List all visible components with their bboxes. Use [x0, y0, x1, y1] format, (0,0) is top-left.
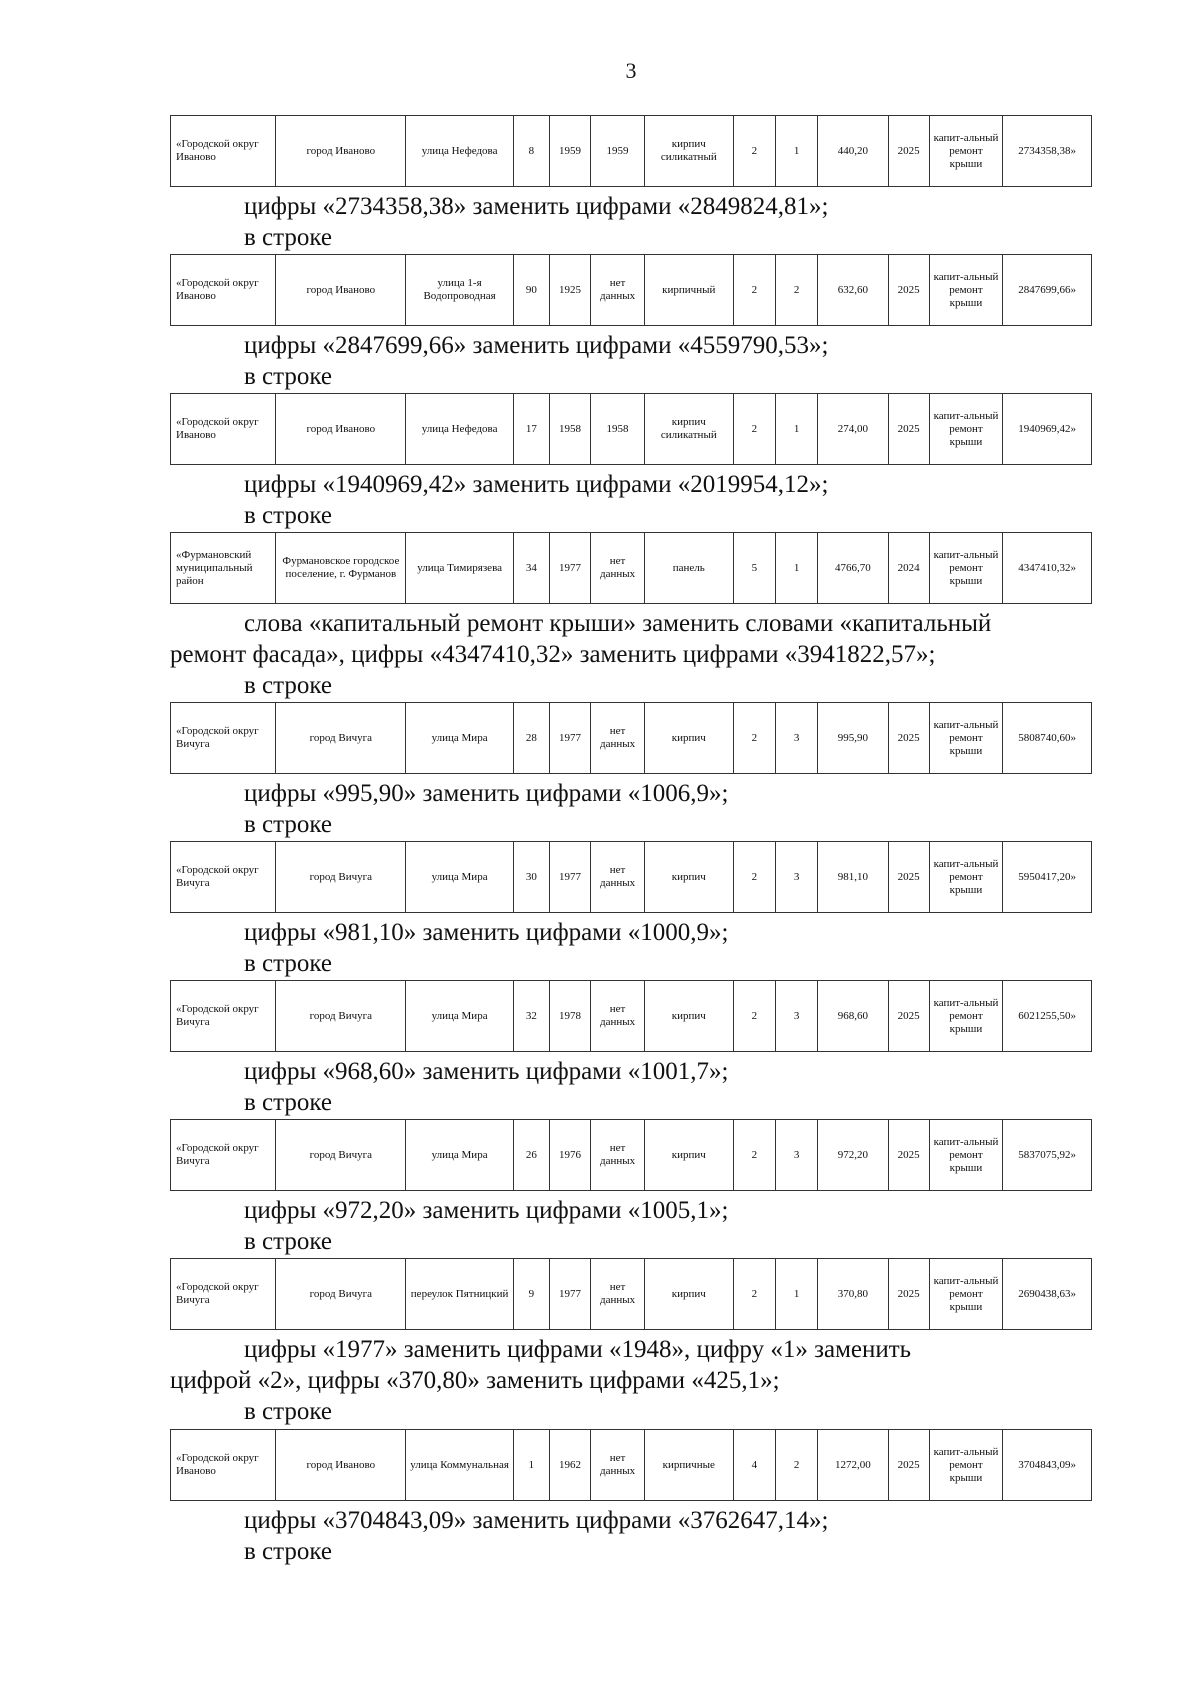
housing-row-table: [170, 980, 1092, 1052]
build-year-cell: 1977: [549, 1259, 590, 1330]
table-row: [171, 116, 1092, 187]
work-type-cell: капит-альный ремонт крыши: [929, 981, 1002, 1052]
amendment-instruction-line-2: цифрой «2», цифры «370,80» заменить цифрами «425,1»;: [170, 1367, 780, 1394]
commission-year-cell: 1958: [591, 394, 645, 465]
wall-material-cell: кирпич: [644, 1259, 733, 1330]
build-year-cell: 1978: [549, 981, 590, 1052]
wall-material-cell: кирпич: [644, 1120, 733, 1191]
wall-material-cell: кирпич силикатный: [644, 394, 733, 465]
table-row: [171, 981, 1092, 1052]
wall-material-cell: кирпич: [644, 842, 733, 913]
work-type-cell: капит-альный ремонт крыши: [929, 842, 1002, 913]
amendment-block: [170, 1119, 1092, 1257]
area-cell: 1272,00: [818, 1430, 888, 1501]
settlement-cell: город Вичуга: [276, 1120, 406, 1191]
entrances-cell: 1: [776, 533, 818, 604]
housing-row-table: [170, 841, 1092, 913]
house-number-cell: 90: [513, 255, 549, 326]
street-cell: улица Мира: [406, 1120, 513, 1191]
wall-material-cell: кирпичный: [644, 255, 733, 326]
housing-row-table: [170, 1429, 1092, 1501]
table-row: [171, 1259, 1092, 1330]
amendment-block: [170, 1429, 1092, 1567]
build-year-cell: 1977: [549, 703, 590, 774]
settlement-cell: город Иваново: [276, 116, 406, 187]
settlement-cell: город Вичуга: [276, 842, 406, 913]
amendment-block: [170, 702, 1092, 840]
house-number-cell: 28: [513, 703, 549, 774]
municipality-cell: «Городской округ Вичуга: [171, 1120, 276, 1191]
wall-material-cell: кирпич: [644, 981, 733, 1052]
work-type-cell: капит-альный ремонт крыши: [929, 1430, 1002, 1501]
commission-year-cell: нет данных: [591, 842, 645, 913]
settlement-cell: город Вичуга: [276, 981, 406, 1052]
build-year-cell: 1977: [549, 533, 590, 604]
municipality-cell: «Городской округ Вичуга: [171, 981, 276, 1052]
amendment-instruction-line-2: ремонт фасада», цифры «4347410,32» заменить цифрами «3941822,57»;: [170, 641, 936, 668]
cost-cell: 2690438,63»: [1003, 1259, 1092, 1330]
next-row-label: в строке: [244, 672, 333, 699]
plan-year-cell: 2025: [888, 394, 929, 465]
amendment-instruction: цифры «2734358,38» заменить цифрами «2849824,81»;: [244, 193, 829, 220]
entrances-cell: 3: [776, 842, 818, 913]
page-number: 3: [625, 58, 637, 83]
amendment-block: [170, 254, 1092, 392]
entrances-cell: 3: [776, 1120, 818, 1191]
commission-year-cell: нет данных: [591, 255, 645, 326]
plan-year-cell: 2024: [888, 533, 929, 604]
build-year-cell: 1962: [549, 1430, 590, 1501]
commission-year-cell: нет данных: [591, 1430, 645, 1501]
cost-cell: 1940969,42»: [1003, 394, 1092, 465]
municipality-cell: «Городской округ Вичуга: [171, 703, 276, 774]
table-row: [171, 842, 1092, 913]
amendment-instruction: цифры «1940969,42» заменить цифрами «2019954,12»;: [244, 471, 829, 498]
amendment-block: [170, 980, 1092, 1118]
wall-material-cell: кирпич: [644, 703, 733, 774]
work-type-cell: капит-альный ремонт крыши: [929, 703, 1002, 774]
municipality-cell: «Фурмановский муниципальный район: [171, 533, 276, 604]
entrances-cell: 3: [776, 703, 818, 774]
amendment-instruction: цифры «968,60» заменить цифрами «1001,7»;: [244, 1058, 729, 1085]
area-cell: 632,60: [818, 255, 888, 326]
settlement-cell: город Вичуга: [276, 703, 406, 774]
municipality-cell: «Городской округ Вичуга: [171, 1259, 276, 1330]
municipality-cell: «Городской округ Вичуга: [171, 842, 276, 913]
table-row: [171, 1120, 1092, 1191]
street-cell: улица Мира: [406, 703, 513, 774]
street-cell: улица 1-я Водопроводная: [406, 255, 513, 326]
housing-row-table: [170, 393, 1092, 465]
street-cell: улица Коммунальная: [406, 1430, 513, 1501]
amendment-block: [170, 393, 1092, 531]
work-type-cell: капит-альный ремонт крыши: [929, 533, 1002, 604]
plan-year-cell: 2025: [888, 1259, 929, 1330]
next-row-label: в строке: [244, 224, 333, 251]
house-number-cell: 32: [513, 981, 549, 1052]
build-year-cell: 1958: [549, 394, 590, 465]
settlement-cell: город Иваново: [276, 394, 406, 465]
street-cell: улица Нефедова: [406, 394, 513, 465]
entrances-cell: 1: [776, 116, 818, 187]
municipality-cell: «Городской округ Иваново: [171, 394, 276, 465]
commission-year-cell: нет данных: [591, 1259, 645, 1330]
amendment-instruction: цифры «972,20» заменить цифрами «1005,1»;: [244, 1197, 729, 1224]
table-row: [171, 1430, 1092, 1501]
amendment-instruction: цифры «995,90» заменить цифрами «1006,9»;: [244, 780, 729, 807]
cost-cell: 2847699,66»: [1003, 255, 1092, 326]
entrances-cell: 1: [776, 1259, 818, 1330]
cost-cell: 5837075,92»: [1003, 1120, 1092, 1191]
entrances-cell: 2: [776, 255, 818, 326]
area-cell: 972,20: [818, 1120, 888, 1191]
area-cell: 4766,70: [818, 533, 888, 604]
street-cell: улица Мира: [406, 842, 513, 913]
house-number-cell: 34: [513, 533, 549, 604]
plan-year-cell: 2025: [888, 255, 929, 326]
street-cell: улица Нефедова: [406, 116, 513, 187]
settlement-cell: город Вичуга: [276, 1259, 406, 1330]
floors-cell: 2: [733, 1120, 775, 1191]
entrances-cell: 2: [776, 1430, 818, 1501]
plan-year-cell: 2025: [888, 703, 929, 774]
table-row: [171, 533, 1092, 604]
house-number-cell: 30: [513, 842, 549, 913]
amendment-block: [170, 841, 1092, 979]
street-cell: улица Мира: [406, 981, 513, 1052]
next-row-label: в строке: [244, 950, 333, 977]
build-year-cell: 1959: [549, 116, 590, 187]
next-row-label: в строке: [244, 811, 333, 838]
next-row-label: в строке: [244, 502, 333, 529]
area-cell: 968,60: [818, 981, 888, 1052]
work-type-cell: капит-альный ремонт крыши: [929, 1120, 1002, 1191]
table-row: [171, 703, 1092, 774]
house-number-cell: 1: [513, 1430, 549, 1501]
municipality-cell: «Городской округ Иваново: [171, 116, 276, 187]
build-year-cell: 1925: [549, 255, 590, 326]
area-cell: 274,00: [818, 394, 888, 465]
amendment-block: [170, 532, 1092, 701]
amendment-block: [170, 115, 1092, 253]
house-number-cell: 26: [513, 1120, 549, 1191]
cost-cell: 5950417,20»: [1003, 842, 1092, 913]
street-cell: переулок Пятницкий: [406, 1259, 513, 1330]
next-row-label: в строке: [244, 1538, 333, 1565]
plan-year-cell: 2025: [888, 1430, 929, 1501]
table-row: [171, 394, 1092, 465]
floors-cell: 2: [733, 1259, 775, 1330]
amendment-instruction: цифры «2847699,66» заменить цифрами «4559790,53»;: [244, 332, 829, 359]
area-cell: 995,90: [818, 703, 888, 774]
floors-cell: 5: [733, 533, 775, 604]
wall-material-cell: кирпичные: [644, 1430, 733, 1501]
floors-cell: 2: [733, 981, 775, 1052]
commission-year-cell: нет данных: [591, 533, 645, 604]
commission-year-cell: нет данных: [591, 981, 645, 1052]
cost-cell: 4347410,32»: [1003, 533, 1092, 604]
area-cell: 440,20: [818, 116, 888, 187]
work-type-cell: капит-альный ремонт крыши: [929, 1259, 1002, 1330]
work-type-cell: капит-альный ремонт крыши: [929, 255, 1002, 326]
cost-cell: 6021255,50»: [1003, 981, 1092, 1052]
housing-row-table: [170, 532, 1092, 604]
floors-cell: 2: [733, 255, 775, 326]
commission-year-cell: нет данных: [591, 703, 645, 774]
amendment-instruction: цифры «981,10» заменить цифрами «1000,9»;: [244, 919, 729, 946]
housing-row-table: [170, 254, 1092, 326]
cost-cell: 3704843,09»: [1003, 1430, 1092, 1501]
next-row-label: в строке: [244, 363, 333, 390]
floors-cell: 2: [733, 116, 775, 187]
next-row-label: в строке: [244, 1089, 333, 1116]
work-type-cell: капит-альный ремонт крыши: [929, 116, 1002, 187]
cost-cell: 2734358,38»: [1003, 116, 1092, 187]
housing-row-table: [170, 1258, 1092, 1330]
floors-cell: 2: [733, 394, 775, 465]
municipality-cell: «Городской округ Иваново: [171, 1430, 276, 1501]
floors-cell: 4: [733, 1430, 775, 1501]
house-number-cell: 17: [513, 394, 549, 465]
area-cell: 370,80: [818, 1259, 888, 1330]
plan-year-cell: 2025: [888, 842, 929, 913]
wall-material-cell: панель: [644, 533, 733, 604]
amendment-block: [170, 1258, 1092, 1427]
next-row-label: в строке: [244, 1228, 333, 1255]
entrances-cell: 1: [776, 394, 818, 465]
area-cell: 981,10: [818, 842, 888, 913]
plan-year-cell: 2025: [888, 981, 929, 1052]
housing-row-table: [170, 702, 1092, 774]
floors-cell: 2: [733, 703, 775, 774]
housing-row-table: [170, 115, 1092, 187]
settlement-cell: город Иваново: [276, 255, 406, 326]
municipality-cell: «Городской округ Иваново: [171, 255, 276, 326]
wall-material-cell: кирпич силикатный: [644, 116, 733, 187]
amendment-instruction-line-1: цифры «1977» заменить цифрами «1948», цифру «1» заменить: [244, 1336, 912, 1363]
commission-year-cell: 1959: [591, 116, 645, 187]
street-cell: улица Тимирязева: [406, 533, 513, 604]
work-type-cell: капит-альный ремонт крыши: [929, 394, 1002, 465]
settlement-cell: Фурмановское городское поселение, г. Фурманов: [276, 533, 406, 604]
amendment-instruction: цифры «3704843,09» заменить цифрами «3762647,14»;: [244, 1507, 829, 1534]
cost-cell: 5808740,60»: [1003, 703, 1092, 774]
plan-year-cell: 2025: [888, 116, 929, 187]
settlement-cell: город Иваново: [276, 1430, 406, 1501]
house-number-cell: 8: [513, 116, 549, 187]
commission-year-cell: нет данных: [591, 1120, 645, 1191]
build-year-cell: 1977: [549, 842, 590, 913]
next-row-label: в строке: [244, 1398, 333, 1425]
housing-row-table: [170, 1119, 1092, 1191]
house-number-cell: 9: [513, 1259, 549, 1330]
entrances-cell: 3: [776, 981, 818, 1052]
build-year-cell: 1976: [549, 1120, 590, 1191]
amendment-instruction-line-1: слова «капитальный ремонт крыши» заменить словами «капитальный: [244, 610, 992, 637]
plan-year-cell: 2025: [888, 1120, 929, 1191]
table-row: [171, 255, 1092, 326]
floors-cell: 2: [733, 842, 775, 913]
